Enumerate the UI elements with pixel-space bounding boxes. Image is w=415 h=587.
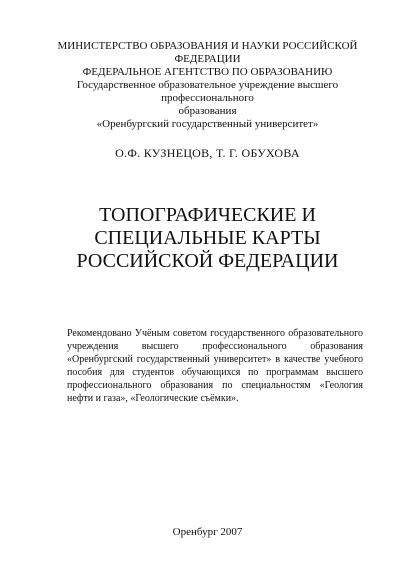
title-line-2: СПЕЦИАЛЬНЫЕ КАРТЫ (94, 227, 321, 249)
header-line-ministry: МИНИСТЕРСТВО ОБРАЗОВАНИЯ И НАУКИ РОССИЙСКОЙ (57, 40, 358, 52)
header-line-education: образования (178, 105, 237, 117)
header-line-institution: Государственное образовательное учреждение высшего профессионального (76, 79, 339, 104)
header-line-university: «Оренбургский государственный университет» (96, 118, 319, 130)
title-line-3: РОССИЙСКОЙ ФЕДЕРАЦИИ (76, 250, 339, 272)
title-line-1: ТОПОГРАФИЧЕСКИЕ И (99, 204, 316, 226)
header-line-agency: ФЕДЕРАЛЬНОЕ АГЕНТСТВО ПО ОБРАЗОВАНИЮ (82, 66, 333, 78)
city-year: Оренбург 2007 (172, 526, 243, 538)
header-line-federation: ФЕДЕРАЦИИ (174, 53, 241, 65)
book-title (40, 204, 375, 273)
ministry-header (40, 40, 375, 131)
authors: О.Ф. КУЗНЕЦОВ, Т. Г. ОБУХОВА (115, 146, 300, 160)
recommendation-text: Рекомендовано Учёным советом государственного образовательного учреждения высшего профессионального образования «Оренбургский государственный университет» в качестве учебного пособия для студентов обучающихся по программам высшего профессионального образования по специальностям «Геология нефти и газа», «Геологические съёмки». (67, 328, 363, 404)
